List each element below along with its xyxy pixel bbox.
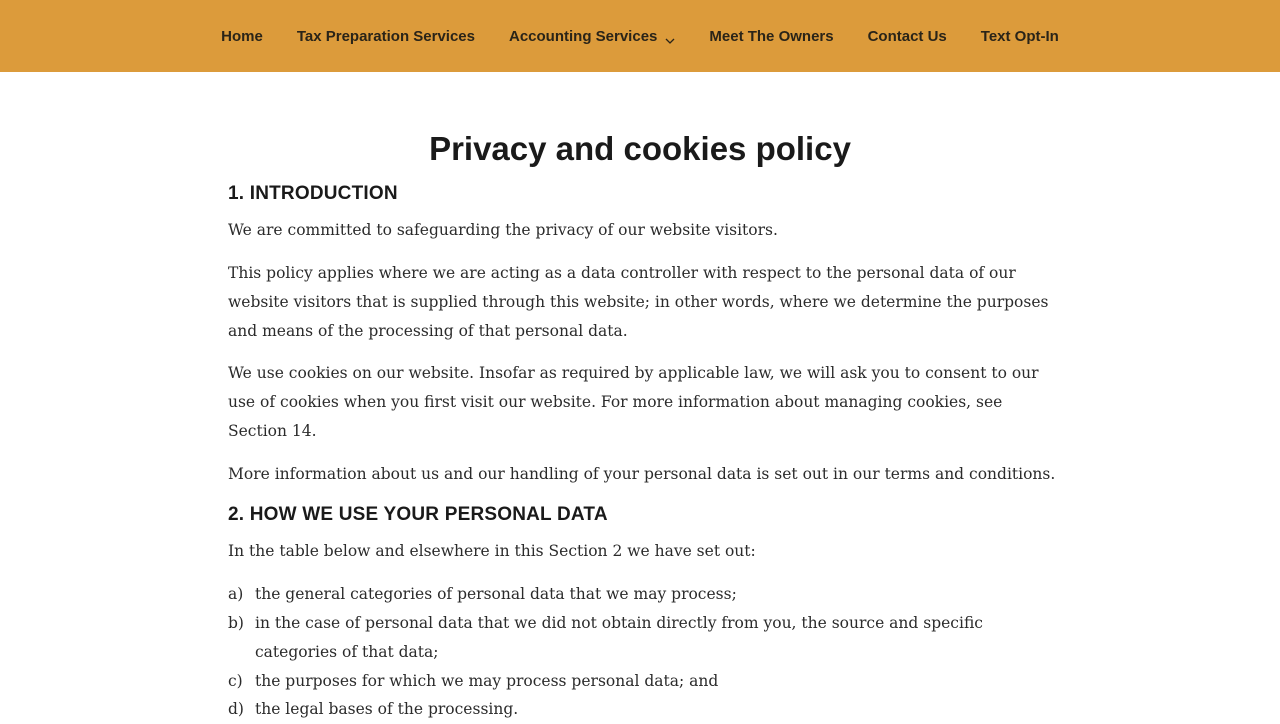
section-heading-how-we-use: 2. HOW WE USE YOUR PERSONAL DATA (228, 504, 608, 525)
nav-item-meet-the-owners[interactable] (709, 28, 833, 45)
nav-menu (0, 0, 1280, 72)
paragraph: In the table below and elsewhere in this Section 2 we have set out: (228, 542, 756, 560)
nav-item-home[interactable] (221, 28, 263, 45)
list-marker: c) (228, 672, 243, 690)
paragraph: This policy applies where we are acting as a data controller with respect to the personal data of our website visitors that is supplied through this website; in other words, where we determine the purposes and means of the processing of that personal data. (228, 264, 1049, 340)
list-marker: b) (228, 614, 244, 632)
nav-item-text-opt-in[interactable] (981, 28, 1059, 45)
nav-item-label: Tax Preparation Services (296, 27, 475, 45)
paragraph: We are committed to safeguarding the privacy of our website visitors. (228, 221, 778, 239)
list-item-text: the legal bases of the processing. (255, 700, 519, 718)
list-marker: d) (228, 700, 244, 718)
nav-item-label: Home (221, 27, 263, 45)
nav-item-contact-us[interactable] (868, 28, 947, 45)
list-item-text: in the case of personal data that we did not obtain directly from you, the source and specific categories of that data; (255, 614, 983, 661)
paragraph: We use cookies on our website. Insofar as required by applicable law, we will ask you to consent to our use of cookies when you first visit our website. For more information about managing cookies, see Section 14. (228, 364, 1039, 440)
list-item-text: the general categories of personal data that we may process; (255, 585, 737, 603)
section-heading-introduction: 1. INTRODUCTION (228, 183, 398, 204)
top-navigation (0, 0, 1280, 72)
nav-item-label: Accounting Services (509, 27, 658, 45)
page-title: Privacy and cookies policy (429, 130, 851, 167)
nav-item-tax-preparation[interactable] (297, 28, 475, 45)
nav-item-label: Meet The Owners (709, 27, 834, 45)
list-marker: a) (228, 585, 244, 603)
nav-item-accounting-services[interactable] (509, 28, 675, 45)
nav-item-label: Text Opt-In (980, 27, 1059, 45)
paragraph: More information about us and our handling of your personal data is set out in our terms and conditions. (228, 465, 1056, 483)
list-item-text: the purposes for which we may process personal data; and (255, 672, 719, 690)
nav-item-label: Contact Us (867, 27, 947, 45)
chevron-down-icon (665, 32, 675, 40)
